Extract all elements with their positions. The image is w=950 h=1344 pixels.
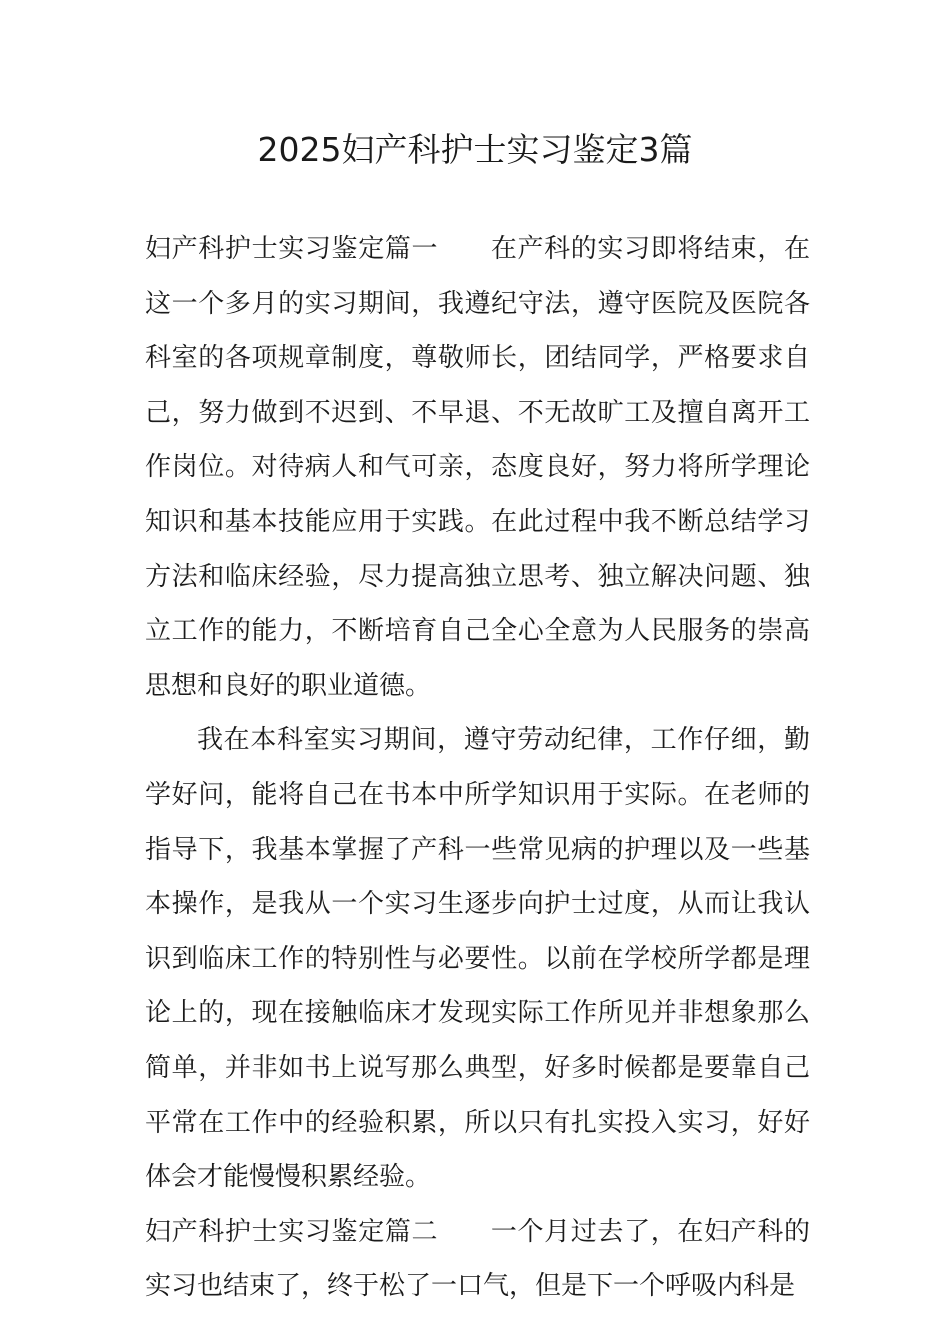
- section-1-paragraph-1: [145, 222, 810, 713]
- section-2-heading: 妇产科护士实习鉴定篇二: [145, 1216, 439, 1247]
- document-title: 2025妇产科护士实习鉴定3篇: [257, 130, 693, 169]
- section-2-paragraph-1-text: 一个月过去了，在妇产科的实习也结束了，终于松了一口气，但是下一个呼吸内科是: [145, 1216, 810, 1302]
- section-1-paragraph-1-text: 在产科的实习即将结束，在这一个多月的实习期间，我遵纪守法，遵守医院及医院各科室的各项规章制度，尊敬师长，团结同学，严格要求自己，努力做到不迟到、不早退、不无故旷工及擅自离开工作岗位。对待病人和气可亲，态度良好，努力将所学理论知识和基本技能应用于实践。在此过程中我不断总结学习方法和临床经验，尽力提高独立思考、独立解决问题、独立工作的能力，不断培育自己全心全意为人民服务的崇高思想和良好的职业道德。: [145, 234, 810, 701]
- section-2-paragraph-1: [145, 1205, 810, 1314]
- document-body: [145, 222, 810, 1314]
- section-1-heading: 妇产科护士实习鉴定篇一: [145, 234, 439, 264]
- section-1-paragraph-2: 我在本科室实习期间，遵守劳动纪律，工作仔细，勤学好问，能将自己在书本中所学知识用于实际。在老师的指导下，我基本掌握了产科一些常见病的护理以及一些基本操作，是我从一个实习生逐步向护士过度，从而让我认识到临床工作的特别性与必要性。以前在学校所学都是理论上的，现在接触临床才发现实际工作所见并非想象那么简单，并非如书上说写那么典型，好多时候都是要靠自己平常在工作中的经验积累，所以只有扎实投入实习，好好体会才能慢慢积累经验。: [145, 725, 810, 1193]
